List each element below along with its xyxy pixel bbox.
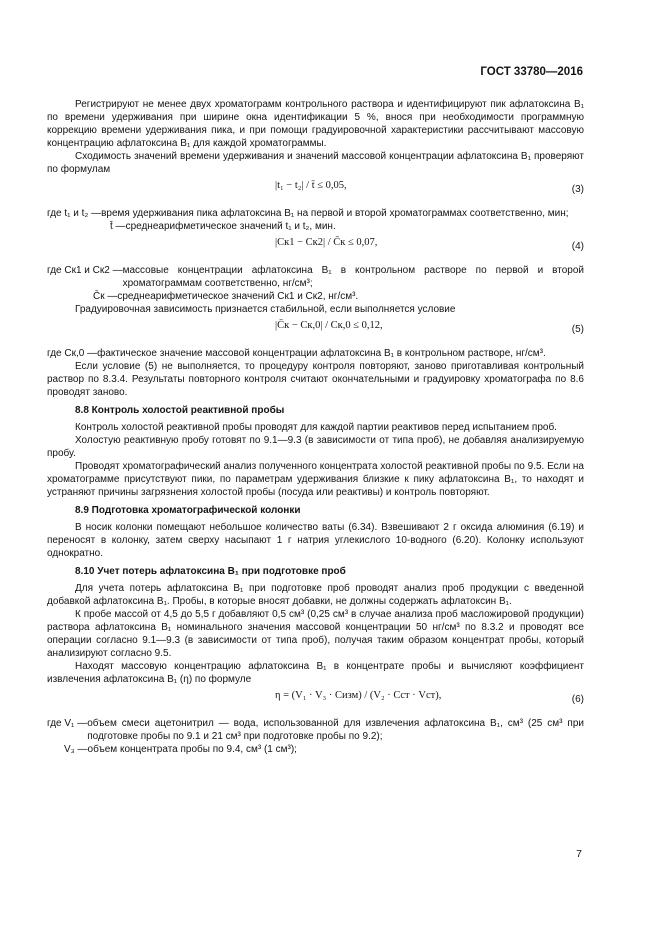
where-definition: фактическое значение массовой концентрации афлатоксина B₁ в контрольном растворе, нг/см³. xyxy=(97,348,546,359)
formula-number: (5) xyxy=(571,324,584,335)
formula-6 xyxy=(47,689,584,713)
formula-expression: |C̄к − Cк,0| / Cк,0 ≤ 0,12, xyxy=(275,320,383,331)
paragraph: Контроль холостой реактивной пробы проводят для каждой партии реактивов перед испытанием проб. xyxy=(75,422,557,433)
formula-expression: η = (V₁ · V₃ · Cизм) / (V₂ · Cст · Vст), xyxy=(275,690,442,701)
paragraph: Находят массовую концентрацию афлатоксина B₁ в концентрате пробы и вычисляют коэффициент извлечения афлатоксина B₁ (η) по формуле xyxy=(47,661,584,685)
where-term: где Cк,0 — xyxy=(47,348,98,359)
paragraph: Холостую реактивную пробу готовят по 9.1—9.3 (в зависимости от типа проб), не добавляя анализируемую пробу. xyxy=(47,435,584,459)
section-heading-8-8: 8.8 Контроль холостой реактивной пробы xyxy=(75,405,285,416)
where-clause xyxy=(47,347,584,360)
paragraph: К пробе массой от 4,5 до 5,5 г добавляют 0,5 см³ (0,25 см³ в случае анализа проб масложировой продукции) раствора афлатоксина B₁ номинального значения массовой концентрации 50 нг/см³ по 8.3.2 и проводят все операции согласно 9.1—9.3 (в зависимости от типа проб), получая таким образом концентрат пробы, который анализируют согласно 9.5. xyxy=(47,609,584,659)
where-definition: среднеарифметическое значений t₁ и t₂, мин. xyxy=(125,221,336,232)
where-definition: среднеарифметическое значений Cк1 и Cк2, нг/см³. xyxy=(117,291,359,302)
where-term: где t₁ и t₂ — xyxy=(47,208,102,219)
where-term: где Cк1 и Cк2 — xyxy=(47,265,123,276)
where-definition: объем концентрата пробы по 9.4, см³ (1 см³); xyxy=(87,744,297,755)
where-term: где V₁ — xyxy=(47,718,88,729)
page-number: 7 xyxy=(576,848,582,860)
section-heading-8-10: 8.10 Учет потерь афлатоксина B₁ при подготовке проб xyxy=(75,566,346,577)
formula-number: (3) xyxy=(571,184,584,195)
where-term: t̄ — xyxy=(110,221,126,232)
standard-header: ГОСТ 33780—2016 xyxy=(480,66,583,78)
paragraph: Проводят хроматографический анализ полученного концентрата холостой реактивной пробы по 9.5. Если на хроматограмме присутствуют пики, по параметрам удерживания близкие к пику афлатоксина B₁, то находят и устраняют причины загрязнения холостой пробы (посуда или реактивы) и контроль повторяют. xyxy=(47,461,584,498)
paragraph: В носик колонки помещают небольшое количество ваты (6.34). Взвешивают 2 г оксида алюминия (6.19) и переносят в колонку, затем сверху насыпают 1 г натрия углекислого 10-водного (6.20). Колонку используют однократно. xyxy=(47,522,584,559)
where-clause xyxy=(47,220,584,233)
paragraph: Регистрируют не менее двух хроматограмм контрольного раствора и идентифицируют пик афлатоксина B₁ по времени удерживания при ширине окна идентификации 5 %, внося при необходимости программную коррекцию времени удерживания пика, и при помощи градуировочной характеристики рассчитывают массовую концентрацию афлатоксина B₁ для каждой хроматограммы. xyxy=(47,99,584,149)
where-definition: объем смеси ацетонитрил — вода, использованной для извлечения афлатоксина B₁, см³ (25 см³ при подготовке пробы по 9.1 и 21 см³ при подготовке пробы по 9.2); xyxy=(87,718,584,742)
where-clause xyxy=(47,717,584,743)
paragraph: Сходимость значений времени удерживания и значений массовой концентрации афлатоксина B₁ проверяют по формулам xyxy=(47,151,584,175)
where-definition: время удерживания пика афлатоксина B₁ на первой и второй хроматограммах соответственно, мин; xyxy=(101,208,569,219)
formula-number: (4) xyxy=(571,241,584,252)
where-clause xyxy=(47,207,584,220)
where-clause xyxy=(47,743,584,756)
where-term: C̄к — xyxy=(93,291,118,302)
formula-expression: |Cк1 − Cк2| / C̄к ≤ 0,07, xyxy=(275,237,378,248)
formula-expression: |t₁ − t₂| / t̄ ≤ 0,05, xyxy=(275,180,347,191)
paragraph: Для учета потерь афлатоксина B₁ при подготовке проб проводят анализ проб продукции с введенной добавкой афлатоксина B₁. Пробы, в которые вносят добавки, не должны содержать афлатоксин B₁. xyxy=(47,583,584,607)
formula-4 xyxy=(47,236,584,260)
where-clause xyxy=(47,290,584,303)
formula-3 xyxy=(47,179,584,203)
document-body xyxy=(47,98,584,756)
where-term: V₃ — xyxy=(64,744,88,755)
paragraph: Градуировочная зависимость признается стабильной, если выполняется условие xyxy=(75,304,456,315)
where-definition: массовые концентрации афлатоксина B₁ в контрольном растворе по первой и второй хроматограммам соответственно, нг/см³; xyxy=(122,265,584,289)
paragraph: Если условие (5) не выполняется, то процедуру контроля повторяют, заново приготавливая контрольный раствор по 8.3.4. Результаты повторного контроля считают окончательными и градуировку хроматографа по 8.6 проводят заново. xyxy=(47,361,584,398)
formula-number: (6) xyxy=(571,694,584,705)
formula-5 xyxy=(47,319,584,343)
where-clause xyxy=(47,264,584,290)
section-heading-8-9: 8.9 Подготовка хроматографической колонки xyxy=(75,505,301,516)
